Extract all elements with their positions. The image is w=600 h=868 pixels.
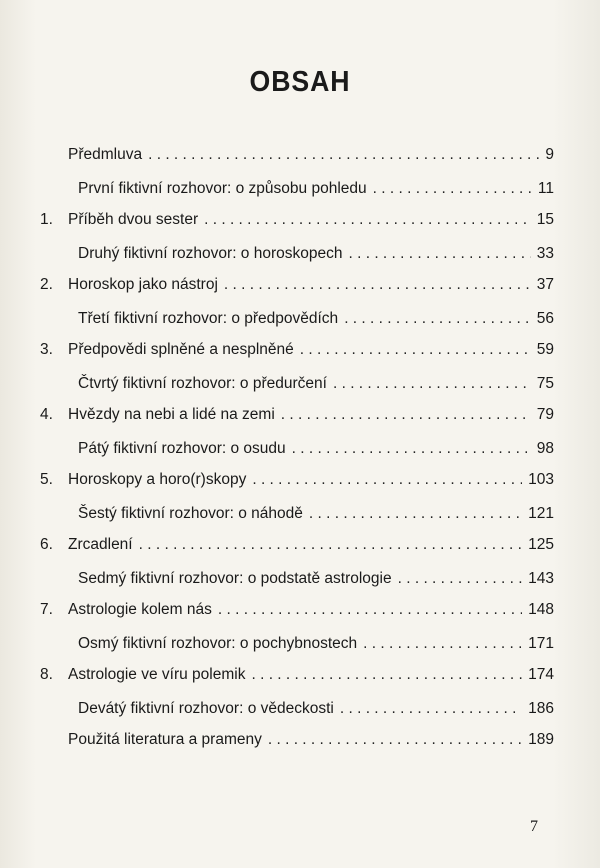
toc-entry-page: 9 [545,146,554,163]
toc-chapter-entry [40,406,554,440]
dot-leader [139,536,523,554]
toc-entry-page: 186 [528,700,554,717]
toc-entry-label: Osmý fiktivní rozhovor: o pochybnostech [78,635,358,652]
dot-leader [251,666,522,684]
toc-entry-page: 37 [536,276,554,293]
toc-entry-label: Devátý fiktivní rozhovor: o vědeckosti [78,700,334,717]
dot-leader [333,375,531,393]
toc-entry-label: Zrcadlení [68,536,133,553]
toc-interlude-entry [40,375,554,406]
toc-chapter-entry [40,666,554,700]
toc-entry-label: Použitá literatura a prameny [68,731,262,748]
toc-entry-page: 171 [528,635,554,652]
toc-entry-number: 1. [40,211,53,228]
toc-entry-page: 33 [536,245,554,262]
toc-entry-number: 7. [40,601,53,618]
toc-entry-page: 98 [536,440,554,457]
toc-chapter-entry [40,276,554,310]
dot-leader [309,505,522,523]
toc-entry-page: 75 [536,375,554,392]
toc-entry-page: 15 [536,211,554,228]
dot-leader [252,471,522,489]
toc-interlude-entry [40,635,554,666]
toc-entry-label: Třetí fiktivní rozhovor: o předpovědích [78,310,339,327]
toc-interlude-entry [40,505,554,536]
toc-entry-page: 174 [528,666,554,683]
toc-interlude-entry [40,570,554,601]
toc-entry-label: Předpovědi splněné a nesplněné [68,341,294,358]
toc-interlude-entry [40,700,554,731]
toc-entry-label: Astrologie ve víru polemik [68,666,246,683]
toc-entry-label: Sedmý fiktivní rozhovor: o podstatě astrologie [78,570,392,587]
toc-interlude-entry [40,440,554,471]
dot-leader [204,211,531,229]
toc-entry-label: Šestý fiktivní rozhovor: o náhodě [78,505,303,522]
toc-entry-label: Astrologie kolem nás [68,601,212,618]
page-title: OBSAH [249,66,351,98]
dot-leader [373,180,532,198]
toc-entry-page: 125 [528,536,554,553]
toc-interlude-entry [40,245,554,276]
toc-entry-number: 5. [40,471,53,488]
page-number: 7 [530,818,538,835]
toc-entry-page: 143 [528,570,554,587]
table-of-contents [40,146,554,765]
dot-leader [363,635,522,653]
toc-chapter-entry [40,731,554,765]
toc-entry-page: 121 [528,505,554,522]
dot-leader [281,406,531,424]
toc-chapter-entry [40,341,554,375]
toc-entry-number: 2. [40,276,53,293]
toc-entry-label: První fiktivní rozhovor: o způsobu pohledu [78,180,367,197]
dot-leader [348,245,530,263]
toc-entry-number: 8. [40,666,53,683]
toc-chapter-entry [40,601,554,635]
dot-leader [292,440,531,458]
toc-entry-label: Hvězdy na nebi a lidé na zemi [68,406,275,423]
toc-entry-label: Předmluva [68,146,143,163]
toc-entry-label: Příběh dvou sester [68,211,199,228]
toc-entry-page: 79 [536,406,554,423]
toc-interlude-entry [40,310,554,341]
toc-interlude-entry [40,180,554,211]
dot-leader [268,731,522,749]
toc-entry-page: 189 [528,731,554,748]
toc-entry-page: 59 [536,341,554,358]
dot-leader [148,146,539,164]
toc-entry-number: 3. [40,341,53,358]
toc-entry-page: 148 [528,601,554,618]
toc-entry-number: 6. [40,536,53,553]
toc-entry-page: 103 [528,471,554,488]
toc-chapter-entry [40,211,554,245]
dot-leader [398,570,523,588]
toc-entry-label: Horoskop jako nástroj [68,276,218,293]
toc-entry-page: 11 [537,180,554,197]
toc-entry-number: 4. [40,406,53,423]
dot-leader [224,276,531,294]
toc-entry-label: Čtvrtý fiktivní rozhovor: o předurčení [78,375,327,392]
dot-leader [340,700,522,718]
toc-entry-label: Druhý fiktivní rozhovor: o horoskopech [78,245,343,262]
toc-chapter-entry [40,471,554,505]
toc-entry-label: Pátý fiktivní rozhovor: o osudu [78,440,286,457]
dot-leader [344,310,531,328]
toc-entry-page: 56 [536,310,554,327]
dot-leader [218,601,522,619]
toc-chapter-entry [40,146,554,180]
dot-leader [300,341,531,359]
toc-entry-label: Horoskopy a horo(r)skopy [68,471,247,488]
toc-chapter-entry [40,536,554,570]
